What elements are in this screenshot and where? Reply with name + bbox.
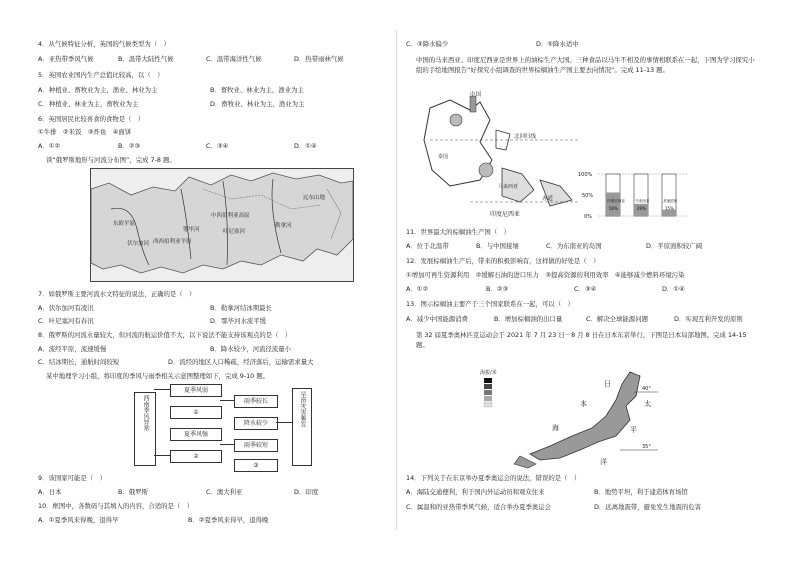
flow-mid-3: 夏季风强 <box>170 428 222 441</box>
latitude-35: 35° <box>642 444 651 450</box>
palm-oil-map-graphic <box>410 90 580 220</box>
map-label-yenisei: 叶尼塞河 <box>223 229 246 235</box>
q11-option-b[interactable]: B．与中国接壤 <box>476 242 519 250</box>
q9-option-a[interactable]: A．日本 <box>38 488 62 496</box>
q12-option-d[interactable]: D．①④ <box>662 285 685 293</box>
q6-option-a[interactable]: A．①② <box>38 142 61 150</box>
latitude-40: 40° <box>642 386 651 392</box>
bar-label: 马来西亚 <box>635 199 650 203</box>
flow-mid-4: ② <box>170 450 222 463</box>
question-5: 5．英国农业国内生产总值比较高，以（ ） <box>38 71 164 79</box>
q13-option-b[interactable]: B．增加棕榈油的出口量 <box>494 315 563 323</box>
flow-arrow <box>276 422 292 423</box>
flow-right-box <box>292 388 312 466</box>
prev-option-c[interactable]: C．③降水偏少 <box>406 40 449 48</box>
flow-arrow <box>220 400 234 401</box>
question-8: 8．俄罗斯的河流水量较大，但河流的航运价值不大，以下说法不能支持该观点的是（ ） <box>38 331 292 339</box>
question-9: 9．该国家可能是（ ） <box>38 474 106 482</box>
flow-result-4: ③ <box>234 459 278 472</box>
question-10: 10．框图中，各数码与其填入的内容，合适的是（ ） <box>38 502 194 510</box>
map-label-ob: 鄂毕河 <box>183 227 200 233</box>
legend-title: 海拔/米 <box>480 370 497 376</box>
map-label-ri: 日 <box>604 380 611 388</box>
bar-1 <box>606 192 620 216</box>
q6-option-b[interactable]: B．②③ <box>118 142 141 150</box>
map-label-west-siberian-plain: 西西伯利亚平原 <box>153 239 192 245</box>
q13-option-c[interactable]: C．解决全球能源问题 <box>586 315 648 323</box>
intro-14-15: 第 32 届夏季奥林匹克运动会于 2021 年 7 月 23 日－8 月 8 日在日本东京举行，下图是日本局部地图。完成 14-15 题。 <box>416 331 747 349</box>
q12-items: ①增加可再生资源利用 ②缓解石油的进口压力 ③提高资源的利用效率 ④能够减少燃料环境污染 <box>406 271 685 279</box>
q7-option-d[interactable]: D．鄂毕河水流平缓 <box>210 317 267 325</box>
question-13: 13．图示棕榈油主要产于三个国家联系在一起，可以（ ） <box>406 300 574 308</box>
question-11: 11．世界最大的棕榈油生产国（ ） <box>406 228 510 236</box>
q4-option-b[interactable]: B．温带大陆性气候 <box>118 55 174 63</box>
map-label-tai: 太 <box>644 400 651 408</box>
japan-map <box>480 366 660 470</box>
bar-label: 其他国家 <box>663 199 678 203</box>
column-divider <box>396 30 397 530</box>
map-label-ping: 平 <box>630 426 637 434</box>
russia-map-graphic <box>91 169 353 281</box>
q8-option-c[interactable]: C．结冰期长，通航时间较短 <box>38 358 120 366</box>
map-label-east-european-plain: 东欧平原 <box>113 221 136 227</box>
bar-tick-50: 50% <box>582 193 594 199</box>
palm-oil-map <box>410 90 580 220</box>
flow-left-box <box>134 392 156 466</box>
flow-result-3: 雨季较短 <box>234 439 278 452</box>
flow-chart <box>134 384 334 472</box>
q6-option-c[interactable]: C．③④ <box>206 142 229 150</box>
q6-option-d[interactable]: D．①④ <box>294 142 317 150</box>
flow-mid-1: 夏季风弱 <box>170 384 222 397</box>
prev-option-d[interactable]: D．⑤降水适中 <box>536 40 579 48</box>
question-14: 14．下列关于在东京举办夏季奥运会的说法，错误的是（ ） <box>406 474 581 482</box>
q5-option-b[interactable]: B．畜牧业、林业为主，渔业为主 <box>210 86 304 94</box>
map-label-china: 中国 <box>470 92 482 98</box>
question-12: 12．发展棕榈油生产后，带来的积极影响有，这样做的好处是（ ） <box>406 257 600 265</box>
map-label-ben: 本 <box>580 400 587 408</box>
q4-option-a[interactable]: A．亚热带季风气候 <box>38 55 94 63</box>
q5-option-a[interactable]: A．种植业、畜牧业为主，渔业、林业为主 <box>38 86 158 94</box>
russia-map <box>90 168 354 282</box>
q11-option-a[interactable]: A．位于北温带 <box>406 242 449 250</box>
question-7: 7．如俄罗斯主要河流水文特征的说法，正确的是（ ） <box>38 290 196 298</box>
flow-result-2: 降水较少 <box>234 417 278 430</box>
map-label-equator: 赤道 <box>542 196 554 202</box>
q8-option-a[interactable]: A．流经平原，流速缓慢 <box>38 345 107 353</box>
map-label-yang: 洋 <box>600 458 607 466</box>
map-label-far-east-mountains: 远东山地 <box>303 195 326 201</box>
q14-option-c[interactable]: C．属温和的亚热带季风气候，适合举办夏季奥运会 <box>406 503 552 511</box>
palm-oil-bar-chart-graphic <box>578 170 698 224</box>
q12-option-b[interactable]: B．②③ <box>486 285 509 293</box>
q10-option-a[interactable]: A．①夏季风来得晚，退得早 <box>38 516 119 524</box>
question-6: 6．英国居民比较喜食的食物是（ ） <box>38 115 145 123</box>
flow-right-text: 旱涝灾害频发 <box>299 391 306 427</box>
map-label-volga: 伏尔加河 <box>127 241 150 247</box>
q5-option-d[interactable]: D．畜牧业、林业为主，渔业为主 <box>210 100 305 108</box>
q12-option-c[interactable]: C．③④ <box>574 285 597 293</box>
q14-option-d[interactable]: D．远离地震带，避免发生地震的危害 <box>594 503 702 511</box>
q9-option-d[interactable]: D．印度 <box>294 488 319 496</box>
map-label-central-siberian-plateau: 中西伯利亚高原 <box>211 213 250 219</box>
q8-option-d[interactable]: D．流经的地区人口稀疏，经济落后，运输需求量大 <box>168 358 314 366</box>
q7-option-c[interactable]: C．叶尼塞河有春汛 <box>38 317 94 325</box>
flow-arrow <box>154 455 170 456</box>
q13-option-a[interactable]: A．减少中国能源消费 <box>406 315 468 323</box>
q4-option-c[interactable]: C．温带海洋性气候 <box>206 55 262 63</box>
flow-arrow <box>220 444 234 445</box>
map-label-indonesia: 印度尼西亚 <box>490 211 521 218</box>
bar-tick-100: 100% <box>578 172 593 178</box>
japan-map-graphic <box>480 366 660 470</box>
q7-option-b[interactable]: B．勒拿河结冰期最长 <box>210 304 272 312</box>
q10-option-b[interactable]: B．②夏季风来得早，退得晚 <box>188 516 269 524</box>
question-4: 4．从气候特征分析，英国的气候类型为（ ） <box>38 40 170 48</box>
q14-option-b[interactable]: B．地势平坦，利于建造体育场馆 <box>594 488 688 496</box>
map-label-hai: 海 <box>552 424 559 432</box>
flow-result-1: 雨季较长 <box>234 395 278 408</box>
map-label-thailand: 泰国 <box>438 154 449 160</box>
flow-mid-2: ① <box>170 406 222 419</box>
q14-option-a[interactable]: A．海陆交通便利，利于国内外运动员和观众往来 <box>406 488 545 496</box>
flow-left-text: 西南季风异常 <box>142 395 149 431</box>
bar-tick-0: 0% <box>584 214 592 220</box>
bar-percent: 15% <box>665 206 674 211</box>
flow-arrow <box>154 389 170 390</box>
q7-option-a[interactable]: A．伏尔加河有凌汛 <box>38 304 94 312</box>
bar-percent: 29% <box>637 206 646 211</box>
q8-option-b[interactable]: B．降水较少，河流径流量小 <box>210 345 292 353</box>
intro-9-10: 某中地理学习小组，将印度的季风与雨季相关示意图整理如下，完成 9-10 题。 <box>46 372 270 380</box>
q9-option-c[interactable]: C．澳大利亚 <box>206 488 243 496</box>
bar-label: 印度尼西亚 <box>607 199 625 203</box>
q4-option-d[interactable]: D．热带雨林气候 <box>294 55 344 63</box>
intro-7-8: 读“俄罗斯地形与河流分布图”，完成 7-8 题。 <box>46 156 176 164</box>
q12-option-a[interactable]: A．①② <box>406 285 429 293</box>
bar-percent: 56% <box>609 206 618 211</box>
q13-option-d[interactable]: D．实现互利开发的原则 <box>674 315 743 323</box>
map-label-malaysia: 马来西亚 <box>498 184 519 190</box>
q11-option-c[interactable]: C．为东南亚的岛国 <box>546 242 602 250</box>
map-label-lena: 勒拿河 <box>275 223 292 229</box>
q9-option-b[interactable]: B．俄罗斯 <box>118 488 148 496</box>
palm-oil-bar-chart <box>578 170 698 224</box>
map-label-tropic-of-cancer: 北回归线 <box>514 134 537 140</box>
intro-11-13: 中国的马来西亚、印度尼西亚是世界上的油棕生产大国。三种食品以马牛不相及的事情相联系在一起，下图为学习探究小组的手绘地图报告“好探究小组调查的世界棕榈油生产国主要去向情况”。完成 11-13 题。 <box>416 56 755 74</box>
q11-option-d[interactable]: D．平原面积较广阔 <box>646 242 703 250</box>
q5-option-c[interactable]: C．种植业、林业为主，畜牧业为主 <box>38 100 139 108</box>
q6-items: ①牛排 ②米饭 ③炸鱼 ④面饼 <box>38 128 132 136</box>
